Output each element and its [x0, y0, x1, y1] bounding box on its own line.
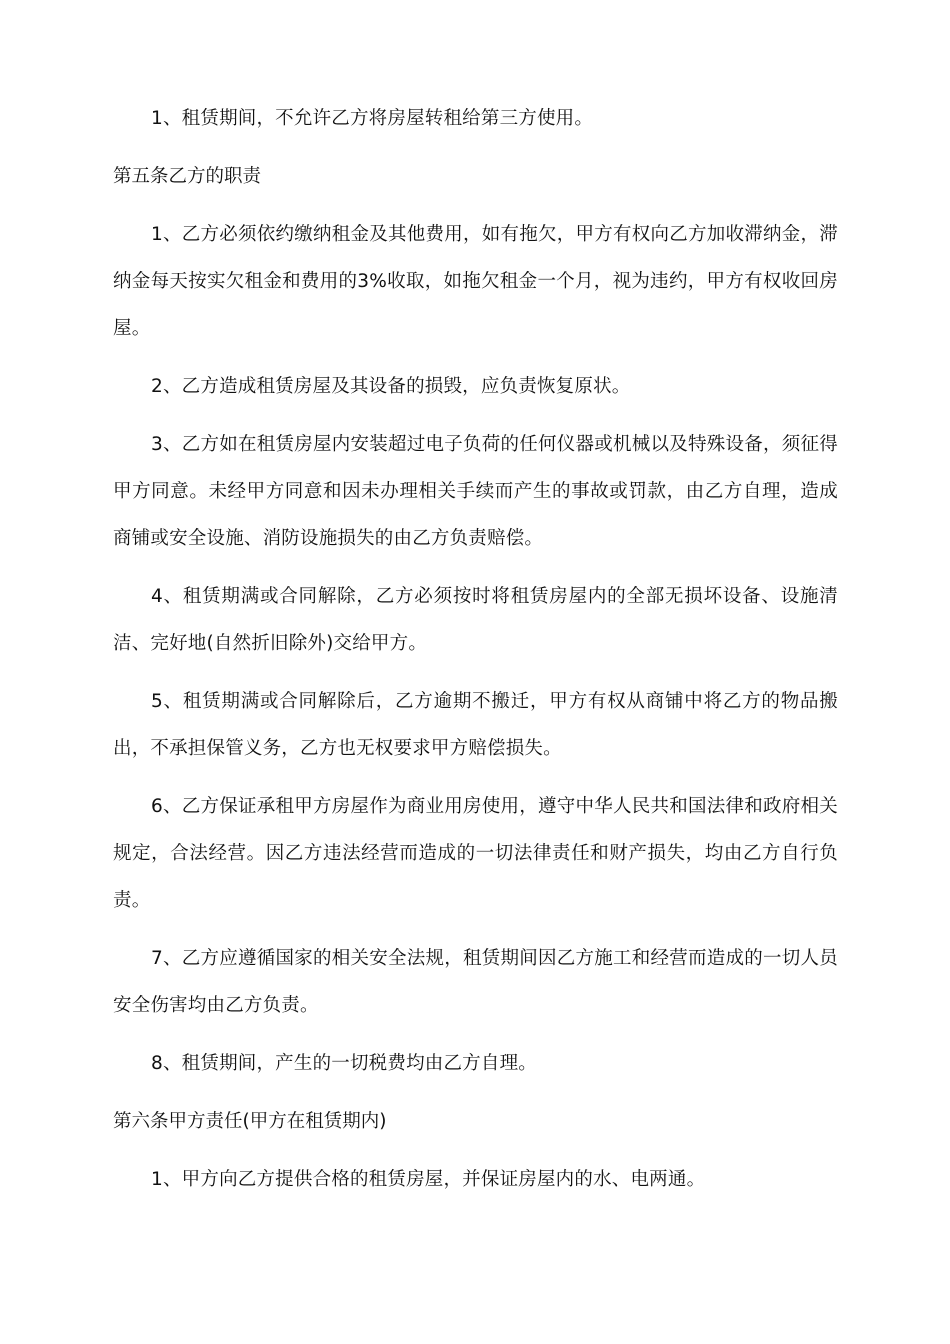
article-5-item-3: 3、乙方如在租赁房屋内安装超过电子负荷的任何仪器或机械以及特殊设备，须征得甲方同意。未经甲方同意和因未办理相关手续而产生的事故或罚款，由乙方自理，造成商铺或安全设施、消防设施损失的由乙方负责赔偿。	[113, 434, 838, 549]
clause-4-item-1: 1、租赁期间，不允许乙方将房屋转租给第三方使用。	[151, 108, 594, 129]
document-body	[113, 95, 838, 1214]
article-5-item-1: 1、乙方必须依约缴纳租金及其他费用，如有拖欠，甲方有权向乙方加收滞纳金，滞纳金每天按实欠租金和费用的3%收取，如拖欠租金一个月，视为违约，甲方有权收回房屋。	[113, 224, 838, 339]
article-5-item-8: 8、租赁期间，产生的一切税费均由乙方自理。	[151, 1053, 537, 1074]
article-5-item-4: 4、租赁期满或合同解除，乙方必须按时将租赁房屋内的全部无损坏设备、设施清洁、完好地(自然折旧除外)交给甲方。	[113, 586, 838, 654]
article-5-item-2: 2、乙方造成租赁房屋及其设备的损毁，应负责恢复原状。	[151, 376, 631, 397]
article-5-item-5: 5、租赁期满或合同解除后，乙方逾期不搬迁，甲方有权从商铺中将乙方的物品搬出，不承担保管义务，乙方也无权要求甲方赔偿损失。	[113, 691, 838, 759]
article-5-item-7: 7、乙方应遵循国家的相关安全法规，租赁期间因乙方施工和经营而造成的一切人员安全伤害均由乙方负责。	[113, 948, 838, 1016]
article-5-heading: 第五条乙方的职责	[113, 166, 262, 187]
article-6-item-1: 1、甲方向乙方提供合格的租赁房屋，并保证房屋内的水、电两通。	[151, 1169, 706, 1190]
article-5-item-6: 6、乙方保证承租甲方房屋作为商业用房使用，遵守中华人民共和国法律和政府相关规定，合法经营。因乙方违法经营而造成的一切法律责任和财产损失，均由乙方自行负责。	[113, 796, 838, 911]
article-6-heading: 第六条甲方责任(甲方在租赁期内)	[113, 1111, 387, 1132]
